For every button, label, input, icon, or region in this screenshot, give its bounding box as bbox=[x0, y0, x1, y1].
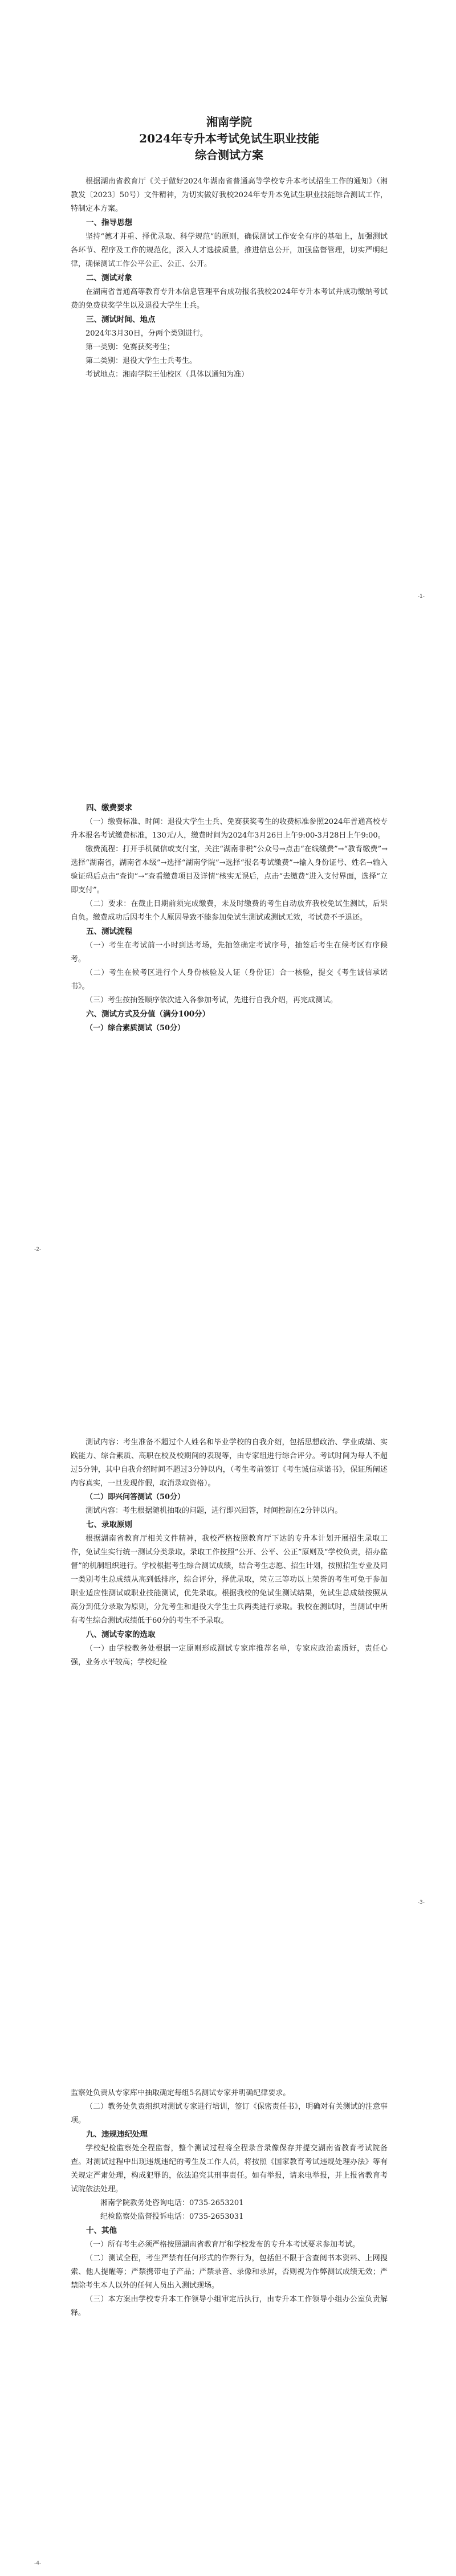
doc-title-line-2: 2024年专升本考试免试生职业技能 bbox=[139, 132, 319, 145]
section-3-place: 考试地点：湘南学院王仙校区（具体以通知为准） bbox=[85, 370, 249, 379]
section-4-payment-flow: 缴费流程：打开手机微信或支付宝，关注“湖南非税”公众号→点击“在线缴费”→“教育缴费”→选择“湖南省，湖南省本级”→选择“湖南学院”→选择“报名考试缴费”→输入身份证号、姓名→输入验证码后点击“查询”→“查看缴费项目及详情”核实无误后，点击“去缴费”进入支付界面，选择“立即支付”。 bbox=[71, 845, 388, 895]
doc-title-line-1: 湘南学院 bbox=[206, 115, 252, 129]
section-4-fee-standard: （一）缴费标准、时间：退役大学生士兵、免赛获奖考生的收费标准参照2024年普通高校专升本报名考试缴费标准，130元/人，缴费时间为2024年3月26日上午9:00-3月28日上午9:00。 bbox=[71, 818, 388, 840]
contact-phone-academic: 湘南学院教务处咨询电话：0735-2653201 bbox=[100, 2199, 244, 2207]
page-1 bbox=[0, 0, 456, 653]
page-4 bbox=[0, 1950, 456, 2576]
section-3-heading: 三、测试时间、地点 bbox=[86, 315, 156, 324]
page-number-2: -2- bbox=[34, 1247, 42, 1252]
section-6-subheading-1: （一）综合素质测试（50分） bbox=[85, 1024, 185, 1032]
section-2-body: 在湖南省普通高等教育专升本信息管理平台成功报名我校2024年专升本考试并成功缴纳考试费的免费获奖学生以及退役大学生士兵。 bbox=[71, 288, 388, 310]
section-10-item-3: （三）本方案由学校专升本工作领导小组审定后执行，由专升本工作领导小组办公室负责解释。 bbox=[71, 2295, 388, 2317]
section-8-continued: 监察处负责从专家库中抽取确定每组5名测试专家并明确纪律要求。 bbox=[71, 2089, 291, 2097]
section-8-training: （二）教务处负责组织对测试专家进行培训，签订《保密责任书》，明确对有关测试的注意事项。 bbox=[71, 2103, 388, 2125]
page-number-3: -3- bbox=[417, 1900, 425, 1905]
section-9-body: 学校纪检监察处全程监督，整个测试过程将全程录音录像保存并提交湖南省教育考试院备查。对测试过程中出现违规违纪的考生及工作人员，将按照《国家教育考试违规处理办法》等有关规定严肃处理，构成犯罪的，依法追究其刑事责任。如有举报，请来电举报，并上报省教育考试院依法处理。 bbox=[71, 2144, 388, 2194]
section-2-heading: 二、测试对象 bbox=[86, 273, 132, 283]
doc-title-line-3: 综合测试方案 bbox=[195, 148, 263, 162]
section-5-heading: 五、测试流程 bbox=[86, 927, 132, 936]
intro-paragraph: 根据湖南省教育厅《关于做好2024年湖南省普通高等学校专升本考试招生工作的通知》（湘教发〔2023〕50号）文件精神，为切实做好我校2024年专升本免试生职业技能综合测试工作，特制定本方案。 bbox=[71, 177, 388, 213]
section-1-heading: 一、指导思想 bbox=[86, 218, 132, 227]
section-3-category-2: 第二类别：退役大学生士兵考生。 bbox=[85, 357, 197, 365]
section-4-heading: 四、缴费要求 bbox=[86, 803, 132, 813]
page-number-1: -1- bbox=[417, 594, 425, 599]
section-6-subheading-2: （二）即兴问答测试（50分） bbox=[85, 1493, 185, 1501]
section-10-heading: 十、其他 bbox=[86, 2226, 117, 2235]
section-8-heading: 八、测试专家的选取 bbox=[86, 1630, 156, 1639]
section-1-body: 坚持“德才并重、择优录取、科学规范”的原则，确保测试工作安全有序的基础上，加强测试各环节、程序及工作的规范化，深入人才选拔质量，推进信息公开，加强监督管理，切实严明纪律，确保测试工作公平公正、公正、公开。 bbox=[71, 232, 388, 268]
contact-phone-supervision: 纪检监察处监督投诉电话：0735-2653031 bbox=[100, 2212, 244, 2221]
page-number-4: -4- bbox=[34, 2561, 42, 2566]
section-6-test-content-1: 测试内容：考生准备不超过个人姓名和毕业学校的自我介绍，包括思想政治、学业成绩、实践能力、综合素质、高职在校及校期间的表现等，由专家组进行综合评分。考试时间为每人不超过5分钟，其中自我介绍时间不超过3分钟以内，（考生考前签订《考生诚信承诺书》，保证所阐述内容真实，一旦发现作假，取消录取资格）。 bbox=[71, 1438, 388, 1488]
page-2 bbox=[0, 653, 456, 1306]
section-4-requirements: （二）要求：在截止日期前须完成缴费，未及时缴费的考生自动放弃我校免试生测试，后果自负。缴费成功后因考生个人原因导致不能参加免试生测试或测试无效，考试费不予退还。 bbox=[71, 900, 388, 922]
section-3-category-1: 第一类别：免赛获奖考生； bbox=[85, 343, 175, 352]
section-10-item-1: （一）所有考生必须严格按照湖南省教育厅和学校发布的专升本考试要求参加考试。 bbox=[85, 2240, 360, 2249]
section-5-step-1: （一）考生在考试前一小时到达考场，先抽签确定考试序号，抽签后考生在候考区有序候考。 bbox=[71, 941, 388, 964]
section-6-test-content-2: 测试内容：考生根据随机抽取的问题，进行即兴回答，时间控制在2分钟以内。 bbox=[85, 1507, 343, 1515]
section-8-body: （一）由学校教务处根据一定原则形成测试专家库推荐名单，专家应政治素质好，责任心强，业务水平较高；学校纪检 bbox=[71, 1644, 388, 1667]
section-3-time: 2024年3月30日，分两个类别进行。 bbox=[85, 329, 207, 338]
section-5-step-2: （二）考生在候考区进行个人身份核验及人证（身份证）合一核验，提交《考生诚信承诺书》。 bbox=[71, 969, 388, 991]
section-7-body: 根据湖南省教育厅相关文件精神，我校严格按照教育厅下达的专升本计划开展招生录取工作，免试生实行统一测试分类录取。录取工作按照“公开、公平、公正”原则及“学校负责，招办监督”的机制组织进行。学校根据考生综合测试成绩，结合考生志愿、招生计划，按照招生专业及同一类别考生总成绩从高到低排序，综合评分，择优录取，荣立三等功以上荣誉的考生可免于参加职业适应性测试或职业技能测试，优先录取。根据我校的免试生测试结果，免试生总成绩按照从高分到低分录取为原则，分先考生和退役大学生士兵两类进行录取。我校在测试时，当测试中所有考生综合测试成绩低于60分的考生不予录取。 bbox=[71, 1534, 388, 1625]
section-9-heading: 九、违规违纪处理 bbox=[86, 2130, 148, 2139]
section-6-heading: 六、测试方式及分值（满分100分） bbox=[86, 1010, 210, 1019]
page-3 bbox=[0, 1306, 456, 1950]
section-5-step-3: （三）考生按抽签顺序依次进入各参加考试，先进行自我介绍，再完成测试。 bbox=[85, 996, 338, 1005]
section-10-item-2: （二）测试全程，考生严禁有任何形式的作弊行为，包括但不限于含查阅书本资料、上网搜索、他人提醒等；严禁携带电子产品；严禁录音、录像和录屏，否则视为作弊测试成绩无效；严禁除考生本人以外的任何人员出入测试现场。 bbox=[71, 2254, 388, 2290]
section-7-heading: 七、录取原则 bbox=[86, 1520, 132, 1529]
